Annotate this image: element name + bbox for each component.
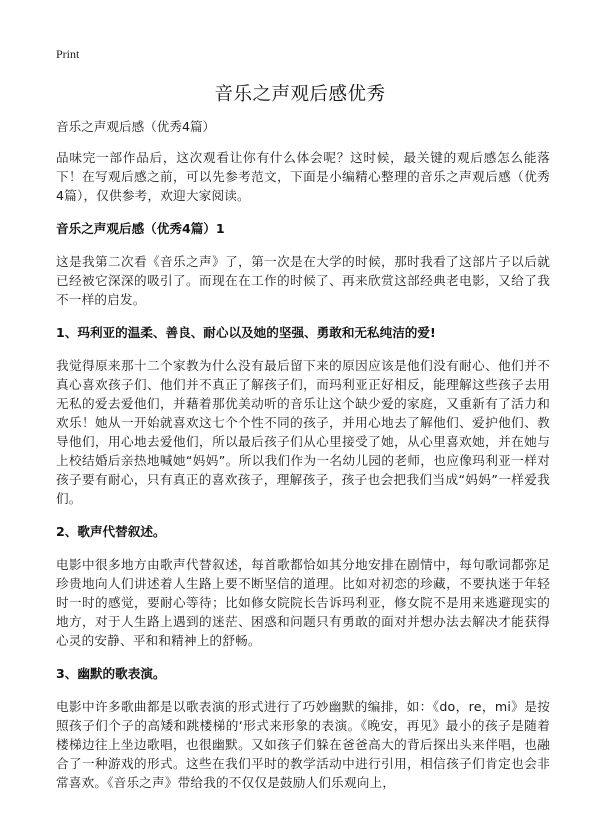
section-heading: 音乐之声观后感（优秀4篇）1 <box>56 221 225 236</box>
paragraph-4: 电影中许多歌曲都是以歌表演的形式进行了巧妙幽默的编排，如：《do，re，mi》是按照孩子们个子的高矮和跳楼梯的‘形式来形象的表演。《晚安，再见》最小的孩子是随着楼梯边往上坐边歌唱，也很幽默。又如孩子们躲在爸爸高大的背后探出头来伴唱，也融合了一种游戏的形式。这些在我们平时的教学活动中进行引用，相信孩子们肯定也会非常喜欢。《音乐之声》带给我的不仅仅是鼓励人们乐观向上， <box>56 699 550 790</box>
point-1-heading: 1、玛利亚的温柔、善良、耐心以及她的坚强、勇敢和无私纯洁的爱! <box>56 325 436 340</box>
paragraph-3: 电影中很多地方由歌声代替叙述，每首歌都恰如其分地安排在剧情中，每句歌词都弥足珍贵地向人们讲述着人生路上要不断坚信的道理。比如对初恋的珍藏，不要执迷于年轻时一时的感觉，要耐心等待；比如修女院院长告诉玛利亚，修女院不是用来逃避现实的地方，对于人生路上遇到的迷茫、困惑和问题只有勇敢的面对并想办法去解决才能获得心灵的安静、平和和精神上的舒畅。 <box>56 557 550 648</box>
point-3-heading: 3、幽默的歌表演。 <box>56 666 166 681</box>
page-title: 音乐之声观后感优秀 <box>214 84 386 105</box>
paragraph-1: 这是我第二次看《音乐之声》了，第一次是在大学的时候，那时我看了这部片子以后就已经被它深深的吸引了。而现在在工作的时候了、再来欣赏这部经典老电影，又给了我不一样的启发。 <box>56 254 550 307</box>
article-subtitle: 音乐之声观后感（优秀4篇） <box>56 119 216 134</box>
article-body <box>56 118 550 806</box>
point-2-heading: 2、歌声代替叙述。 <box>56 524 166 539</box>
print-link[interactable]: Print <box>56 47 80 61</box>
intro-paragraph: 品味完一部作品后，这次观看让你有什么体会呢？这时候，最关键的观后感怎么能落下！在写观后感之前，可以先参考范文，下面是小编精心整理的音乐之声观后感（优秀4篇），仅供参考，欢迎大家阅读。 <box>56 150 550 203</box>
paragraph-2: 我觉得原来那十二个家教为什么没有最后留下来的原因应该是他们没有耐心、他们并不真心喜欢孩子们、他们并不真正了解孩子们，而玛利亚正好相反，能理解这些孩子去用无私的爱去爱他们，并藉着那优美动听的音乐让这个缺少爱的家庭，又重新有了活力和欢乐！她从一开始就喜欢这七个个性不同的孩子，并用心地去了解他们、爱护他们、教导他们，用心地去爱他们，所以最后孩子们从心里接受了她，从心里喜欢她，并在她与上校结婚后亲热地喊她“妈妈”。所以我们作为一名幼儿园的老师，也应像玛利亚一样对孩子要有耐心，只有真正的喜欢孩子，理解孩子，孩子也会把我们当成“妈妈”一样爱我们。 <box>56 358 550 506</box>
